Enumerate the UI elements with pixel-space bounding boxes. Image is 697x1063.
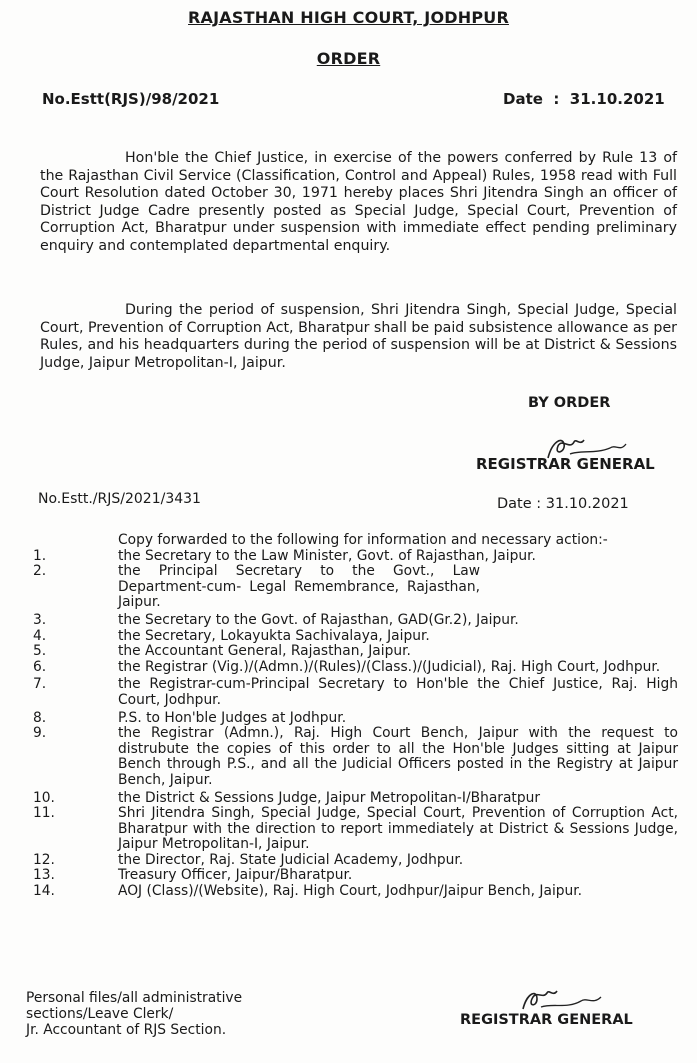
list-number: 14. — [33, 883, 55, 900]
list-item — [30, 868, 680, 884]
list-number: 4. — [33, 627, 47, 644]
list-item — [30, 806, 680, 853]
list-item — [30, 711, 680, 727]
list-text: the Principal Secretary to the Govt., Law Department-cum- Legal Remembrance, Rajasthan, Jaipur. — [118, 563, 480, 611]
list-number: 7. — [33, 676, 47, 693]
order-number: No.Estt(RJS)/98/2021 — [42, 90, 220, 108]
order-paragraph-2: During the period of suspension, Shri Jitendra Singh, Special Judge, Special Court, Prevention of Corruption Act, Bharatpur shall be paid subsistence allowance as per Rules, and his headquarters during the period of suspension will be at District & Sessions Judge, Jaipur Metropolitan-I, Jaipur. — [40, 302, 677, 371]
list-text: the Secretary, Lokayukta Sachivalaya, Jaipur. — [118, 627, 430, 644]
list-number: 3. — [33, 611, 47, 628]
list-number: 8. — [33, 709, 47, 726]
copy-forwarded-intro: Copy forwarded to the following for information and necessary action:- — [118, 532, 608, 548]
list-text: AOJ (Class)/(Website), Raj. High Court, Jodhpur/Jaipur Bench, Jaipur. — [118, 883, 583, 900]
list-number: 12. — [33, 851, 55, 868]
list-item — [30, 677, 680, 708]
list-item — [30, 644, 680, 660]
list-number: 6. — [33, 658, 47, 675]
list-text: the Accountant General, Rajasthan, Jaipur. — [118, 643, 411, 660]
order-paragraph-1: Hon'ble the Chief Justice, in exercise of the powers conferred by Rule 13 of the Rajasthan Civil Service (Classification, Control and Appeal) Rules, 1958 read with Full Court Resolution dated October 30, 1971 hereby places Shri Jitendra Singh an officer of District Judge Cadre presently posted as Special Judge, Special Court, Prevention of Corruption Act, Bharatpur under suspension with immediate effect pending preliminary enquiry and contemplated departmental enquiry. — [40, 150, 677, 254]
registrar-general-title-1: REGISTRAR GENERAL — [476, 455, 655, 473]
recipient-list — [30, 533, 680, 900]
list-text: the Director, Raj. State Judicial Academy, Jodhpur. — [118, 851, 464, 868]
list-item — [30, 726, 680, 788]
list-text: the Secretary to the Law Minister, Govt. of Rajasthan, Jaipur. — [118, 547, 536, 564]
endorsement-date: Date : 31.10.2021 — [497, 496, 629, 512]
list-number: 2. — [33, 563, 47, 580]
list-item — [30, 853, 680, 869]
list-number: 10. — [33, 789, 55, 806]
endorsement-number: No.Estt./RJS/2021/3431 — [38, 491, 201, 507]
order-heading: ORDER — [316, 49, 381, 68]
list-text: the District & Sessions Judge, Jaipur Metropolitan-I/Bharatpur — [118, 789, 540, 806]
list-number: 5. — [33, 643, 47, 660]
court-name-heading: RAJASTHAN HIGH COURT, JODHPUR — [188, 8, 509, 27]
list-number: 1. — [33, 547, 47, 564]
list-item — [30, 613, 680, 629]
list-text: the Secretary to the Govt. of Rajasthan, GAD(Gr.2), Jaipur. — [118, 611, 519, 628]
footer-line: Jr. Accountant of RJS Section. — [26, 1022, 227, 1038]
order-date: Date : 31.10.2021 — [503, 90, 665, 108]
list-text: the Registrar-cum-Principal Secretary to Hon'ble the Chief Justice, Raj. High Court, Jodhpur. — [118, 676, 678, 708]
list-item — [30, 660, 680, 676]
registrar-general-title-2: REGISTRAR GENERAL — [460, 1012, 633, 1028]
list-number: 13. — [33, 867, 55, 884]
list-text: the Registrar (Vig.)/(Admn.)/(Rules)/(Class.)/(Judicial), Raj. High Court, Jodhpur. — [118, 658, 661, 675]
list-item — [30, 791, 680, 807]
list-text: Shri Jitendra Singh, Special Judge, Special Court, Prevention of Corruption Act, Bharatpur with the direction to report immediately at District & Sessions Judge, Jaipur Metropolitan-I, Jaipur. — [118, 805, 678, 853]
list-text: the Registrar (Admn.), Raj. High Court Bench, Jaipur with the request to distrubute the copies of this order to all the Hon'ble Judges sitting at Jaipur Bench through P.S., and all the Judicial Officers posted in the Registry at Jaipur Bench, Jaipur. — [118, 725, 678, 788]
list-number: 9. — [33, 725, 47, 742]
list-item — [30, 564, 680, 611]
footer-line: sections/Leave Clerk/ — [26, 1006, 174, 1022]
footer-line: Personal files/all administrative — [26, 990, 243, 1006]
internal-copy-note — [26, 990, 242, 1038]
by-order-label: BY ORDER — [528, 395, 611, 411]
list-text: Treasury Officer, Jaipur/Bharatpur. — [118, 867, 353, 884]
list-text: P.S. to Hon'ble Judges at Jodhpur. — [118, 709, 347, 726]
list-item — [30, 549, 680, 565]
list-item — [30, 629, 680, 645]
list-item — [30, 884, 680, 900]
list-number: 11. — [33, 805, 55, 822]
